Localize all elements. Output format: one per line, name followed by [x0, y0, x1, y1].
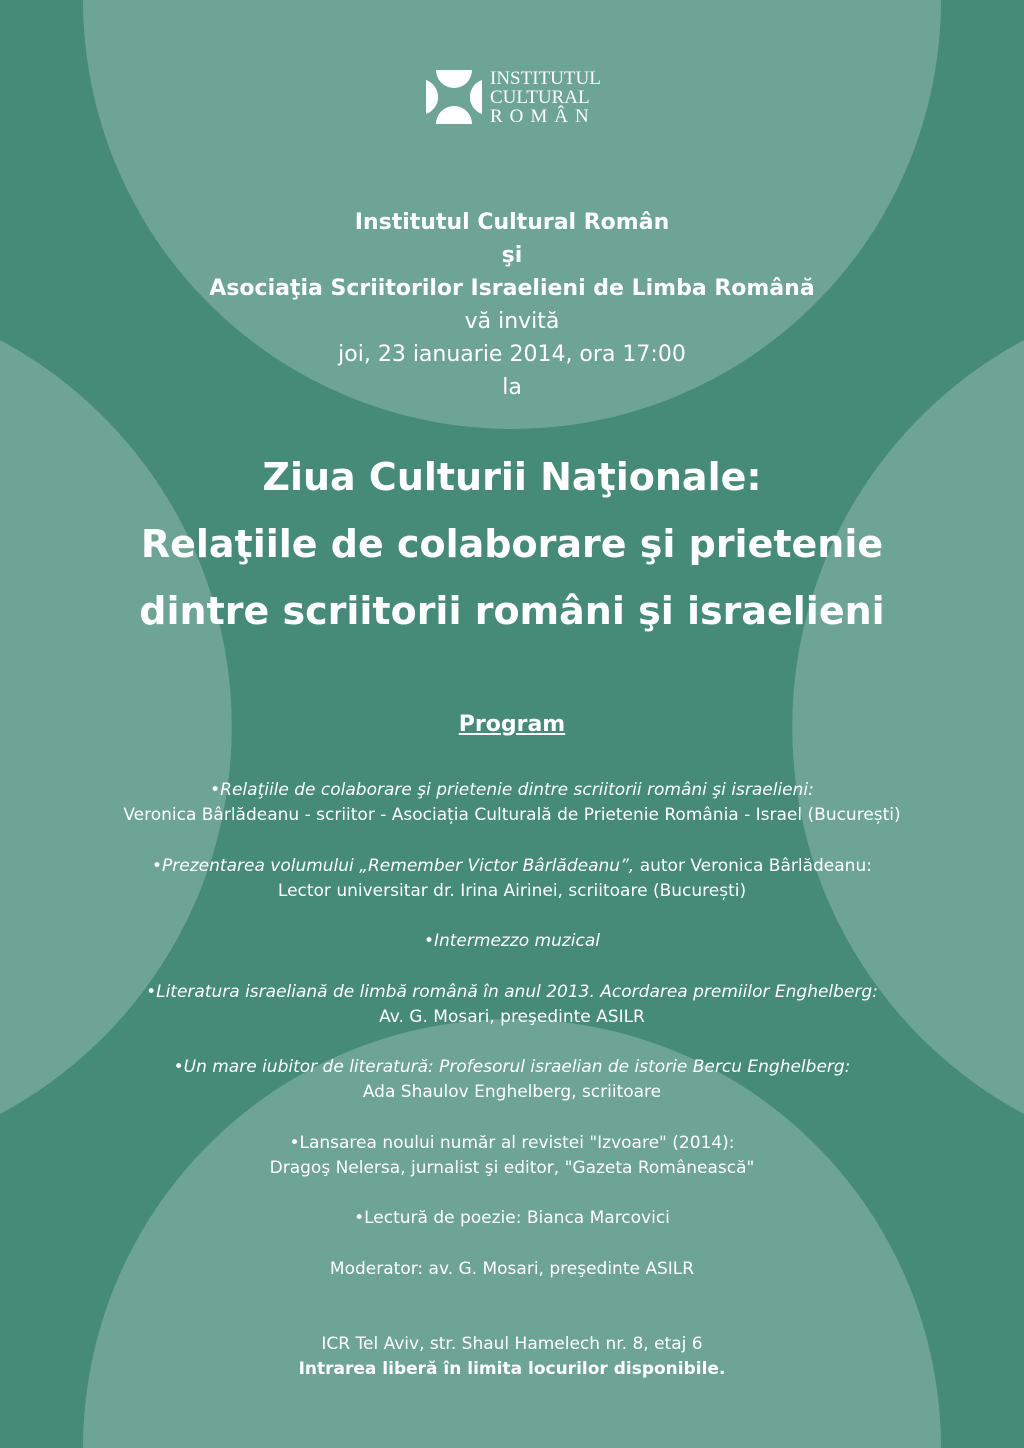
conjunction: şi — [501, 243, 523, 268]
entry-note: Intrarea liberă în limita locurilor disponibile. — [298, 1359, 726, 1379]
organizer-2: Asociaţia Scriitorilor Israelieni de Limba Română — [209, 276, 815, 301]
program-heading: Program — [458, 712, 566, 737]
item-speaker: Dragoş Nelersa, jurnalist şi editor, "Gazeta Românească" — [269, 1158, 755, 1178]
title-line-3: dintre scriitorii români şi israelieni — [139, 589, 885, 633]
item-topic: •Prezentarea volumului „Remember Victor Bârlădeanu”, — [152, 856, 635, 876]
item-topic: •Lectură de poezie: Bianca Marcovici — [354, 1208, 670, 1228]
invites-text: vă invită — [464, 309, 560, 334]
item-topic: •Un mare iubitor de literatură: Profesorul israelian de istorie Bercu Enghelberg: — [173, 1057, 851, 1077]
program-item — [0, 929, 1024, 954]
at-text: la — [502, 375, 522, 400]
program-item — [0, 1206, 1024, 1231]
organizer-1: Institutul Cultural Român — [354, 210, 670, 235]
program-item — [0, 1055, 1024, 1105]
icr-logo — [426, 68, 601, 126]
program-item — [0, 778, 1024, 828]
item-speaker: Lector universitar dr. Irina Airinei, scriitoare (București) — [277, 881, 747, 901]
venue-address: ICR Tel Aviv, str. Shaul Hamelech nr. 8, etaj 6 — [321, 1334, 703, 1354]
item-speaker: Ada Shaulov Enghelberg, scriitoare — [362, 1082, 662, 1102]
title-line-1: Ziua Culturii Naţionale: — [262, 455, 762, 499]
event-datetime: joi, 23 ianuarie 2014, ora 17:00 — [338, 342, 686, 367]
logo-line-2: CULTURAL — [490, 86, 590, 108]
item-topic: •Literatura israeliană de limbă română în anul 2013. Acordarea premiilor Enghelberg: — [146, 982, 878, 1002]
title-line-2: Relaţiile de colaborare şi prietenie — [140, 522, 884, 566]
program-item — [0, 980, 1024, 1030]
logo-line-1: INSTITUTUL — [490, 67, 601, 89]
item-speaker: Veronica Bârlădeanu - scriitor - Asociația Culturală de Prietenie România - Israel (București) — [123, 805, 901, 825]
item-author: autor Veronica Bârlădeanu: — [634, 856, 872, 876]
moderator: Moderator: av. G. Mosari, preşedinte ASILR — [329, 1259, 695, 1279]
program-item — [0, 1131, 1024, 1181]
event-title — [0, 444, 1024, 645]
logo-line-3: ROMÂN — [490, 105, 596, 127]
item-speaker: Av. G. Mosari, preşedinte ASILR — [379, 1007, 645, 1027]
header — [0, 206, 1024, 404]
item-topic: •Lansarea noului număr al revistei "Izvoare" (2014): — [289, 1133, 735, 1153]
item-topic: •Intermezzo muzical — [423, 931, 601, 951]
item-topic: •Relaţiile de colaborare şi prietenie dintre scriitorii români şi israelieni: — [210, 780, 814, 800]
program-item — [0, 854, 1024, 904]
cross-emblem-icon — [426, 68, 482, 126]
